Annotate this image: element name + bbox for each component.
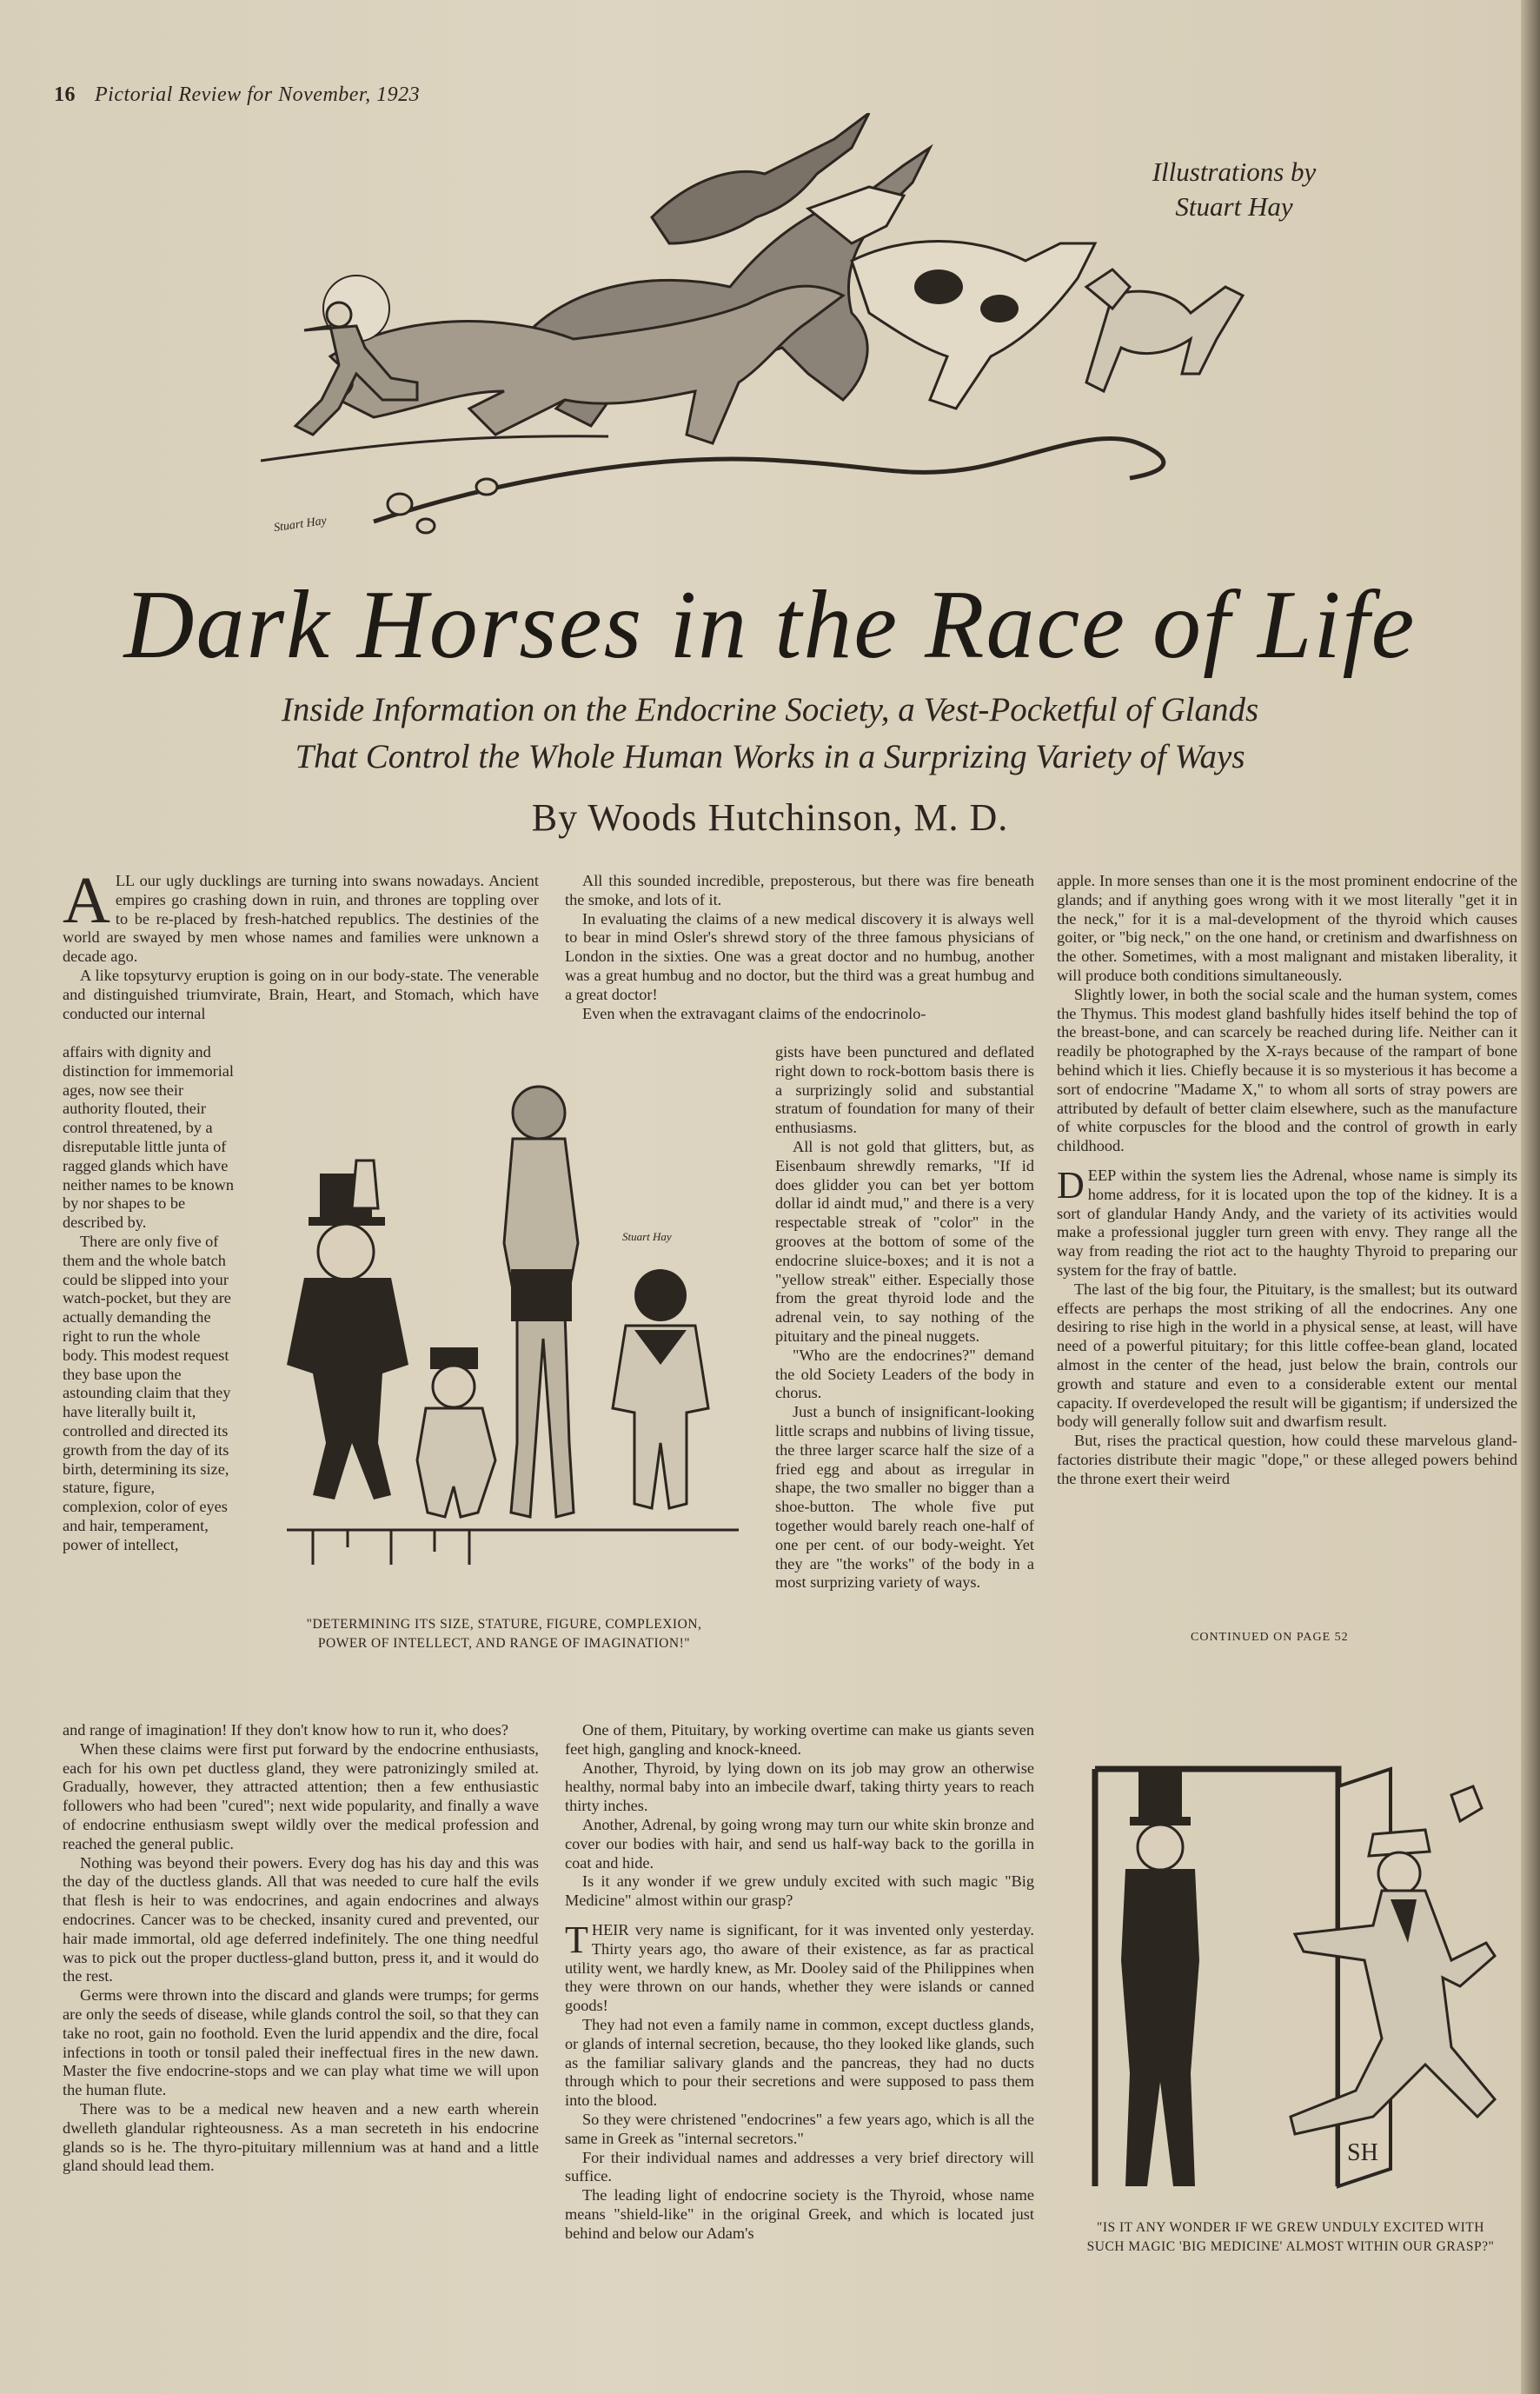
- page-header: [54, 83, 420, 107]
- col2-p12: They had not even a family name in common, except ductless glands, or glands of internal secretion, because, tho they looked like glands, such as the familiar salivary glands and the pancreas, they had no ducts through which to pour their secretions and were supposed to pass them into the blood.: [565, 2015, 1034, 2110]
- svg-text:SH: SH: [1347, 2139, 1378, 2166]
- top-hat-man: [287, 1278, 408, 1500]
- col2-p7: One of them, Pituitary, by working overtime can make us giants seven feet high, gangling and knock-kneed.: [565, 1721, 1034, 1758]
- ground-hatching: [287, 1530, 739, 1565]
- col1-p6: Germs were thrown into the discard and glands were trumps; for germs are only the seeds of disease, while glands control the soil, so that they can take no root, gain no foothold. Even the lurid appendix and the dire, focal infections in tooth or tonsil paled their ineffectual fires in the new dawn. Master the five endocrine-stops and we can play what time we will upon the human flute.: [63, 1986, 539, 2099]
- col1-p5: Nothing was beyond their powers. Every dog has his day and this was the day of the ductless glands. All that was needed to cure half the evils that flesh is heir to was endocrines, and again endocrines and always endocrines. Cancer was to be checked, insanity cured and prevented, our hair made immortal, old age deferred indefinitely. The one thing needful was to pick out the proper ductless-gland button, press it, and it would do the rest.: [63, 1853, 539, 1985]
- credit-line-1: Illustrations by: [1152, 156, 1317, 187]
- dwarf-figure: [417, 1408, 495, 1517]
- col1-p1: ALL our ugly ducklings are turning into swans nowadays. Ancient empires go crashing down in ruin, and thrones are toppling over to be re-placed by fresh-hatched republics. The destinies of the world are swayed by men whose names and families were unknown a decade ago.: [63, 864, 539, 966]
- doorway-man: [1121, 1869, 1199, 2186]
- col2-p5: "Who are the endocrines?" demand the old Society Leaders of the body in chorus.: [775, 1346, 1034, 1402]
- col2-p13: So they were christened "endocrines" a few years ago, which is all the same in Greek as "internal secretors.": [565, 2110, 1034, 2147]
- endocrine-figures-illustration: [252, 1078, 756, 1617]
- drop-cap-t: T: [565, 1918, 588, 1961]
- giant-figure: [504, 1139, 578, 1517]
- column-3: [1057, 872, 1517, 1489]
- credit-line-2: Stuart Hay: [1175, 191, 1293, 222]
- page-edge-shadow: [1521, 0, 1540, 2394]
- publication-line: Pictorial Review for November, 1923: [95, 83, 421, 106]
- col1-p2b: affairs with dignity and distinction for immemorial ages, now see their authority flouted, their control threatened, by a disreputable little junta of ragged glands which have neither names to be known by nor shapes to be described by.: [63, 1043, 234, 1232]
- column-2: [565, 872, 1034, 1023]
- leaping-man: [1291, 1891, 1495, 2134]
- caption-door: "IS IT ANY WONDER IF WE GREW UNDULY EXCITED WITH SUCH MAGIC 'BIG MEDICINE' ALMOST WITHIN OUR GRASP?": [1086, 2220, 1495, 2254]
- col3-p1: apple. In more senses than one it is the most prominent endocrine of the glands; and if anything goes wrong with it we most literally "get it in the neck," for it is a mal-development of the thyroid which causes goiter, or "big neck," on the one hand, or cretinism and dwarfishness on the other. Sometimes, with a most malignant and mistaken liberality, it will produce both conditions simultaneously.: [1057, 872, 1517, 984]
- col1-p7: There was to be a medical new heaven and a new earth wherein dwelleth glandular righteousness. As a man secreteth in his endocrine glands so is he. The thyro-pituitary millennium was at hand and a little gland should lead them.: [63, 2099, 539, 2175]
- col1-p3: There are only five of them and the whole batch could be slipped into your watch-pocket, but they are actually demanding the right to run the whole body. This modest request they base upon the astounding claim that they have literally built it, controlled and directed its growth from the day of its birth, determining its size, stature, figure, complexion, color of eyes and hair, temperament, power of intellect,: [63, 1232, 231, 1553]
- column-2-narrow: [775, 1043, 1034, 1593]
- col2-p3b: gists have been punctured and deflated right down to rock-bottom basis there is a surprizingly solid and substantial stratum of foundation for many of their enthusiasms.: [775, 1043, 1034, 1137]
- col3-p4: The last of the big four, the Pituitary, is the smallest; but its outward effects are perhaps the most striking of all the endocrines. Any one desiring to rise high in the world in a physical sense, at least, will have need of a powerful pituitary; for this little coffee-bean gland, located almost in the center of the head, just below the brain, controls our growth and stature and even to a considerable extent our mental capacity. If overdeveloped the result will be gigantism; if undersized the body will generally follow suit and dwarfism result.: [1057, 1280, 1517, 1431]
- col2-p10: Is it any wonder if we grew unduly excited with such magic "Big Medicine" almost within our grasp?: [565, 1872, 1034, 1910]
- bottle: [352, 1160, 378, 1208]
- col2-p4: All is not gold that glitters, but, as Eisenbaum shrewdly remarks, "If id does glidder you can bet yer bottom dollar id aindt mud," and there is a very respectable streak of "color" in the grooves at the bottom of some of the endocrine sluice-boxes; and it is not a "yellow streak" either. Especially those from the great thyroid lode and the adrenal vein, to say nothing of the pituitary and the pineal nuggets.: [775, 1137, 1034, 1345]
- col2-p3: Even when the extravagant claims of the endocrinolo-: [582, 1004, 926, 1022]
- article-title: Dark Horses in the Race of Life: [123, 571, 1417, 679]
- col1-p4: When these claims were first put forward by the endocrine enthusiasts, each for his own pet ductless gland, they were patronizingly smiled at. Gradually, however, they attracted attention; then a few enthusiastic followers who had been "cured"; next wide popularity, and finally a wave of endocrine enthusiasm swept wildly over the medical profession and reached the general public.: [63, 1739, 539, 1852]
- subtitle-line-2: That Control the Whole Human Works in a Surprizing Variety of Ways: [295, 738, 1245, 775]
- col3-p2: Slightly lower, in both the social scale and the human system, comes the Thymus. This modest gland bashfully hides itself behind the top of the breast-bone, and can scarcely be reached during life. Neither can it readily be photographed by the X-rays because of the rampart of bone behind which it lies. Chiefly because it is so mysterious it has become a sort of endocrine "Madame X," to whom all sorts of stray powers are attributed by default of better claim elsewhere, such as the manufacture of white corpuscles for the blood and the control of growth in early childhood.: [1057, 985, 1517, 1155]
- column-1: [63, 864, 539, 1023]
- col1-p2: A like topsyturvy eruption is going on in our body-state. The venerable and distinguished triumvirate, Brain, Heart, and Stomach, which have conducted our internal: [63, 966, 539, 1022]
- horse-race-illustration: [243, 113, 1373, 565]
- article-subtitle: [130, 687, 1410, 781]
- column-1-narrow: [63, 1043, 236, 1555]
- col2-p14: For their individual names and addresses a very brief directory will suffice.: [565, 2148, 1034, 2185]
- col2-p1: All this sounded incredible, preposterous, but there was fire beneath the smoke, and lots of it.: [565, 872, 1034, 908]
- ground-line-left: [261, 436, 608, 461]
- artist-signature-figures: Stuart Hay: [622, 1230, 672, 1243]
- byline: By Woods Hutchinson, M. D.: [531, 796, 1009, 839]
- drop-cap-d: D: [1057, 1163, 1085, 1207]
- column-1-lower: [63, 1721, 539, 2176]
- col2-p2: In evaluating the claims of a new medical discovery it is always well to bear in mind Osler's shrewd story of the three famous physicians of London in the sixties. One was a great doctor and no humbug, another was a great humbug and no doctor, but the third was a great humbug and a great doctor!: [565, 909, 1034, 1003]
- col2-p15: The leading light of endocrine society is the Thyroid, whose name means "shield-like" in the original Greek, and which is located just behind and below our Adam's: [565, 2186, 1034, 2242]
- artist-signature-header: Stuart Hay: [273, 514, 328, 535]
- caption-figures: "DETERMINING ITS SIZE, STATURE, FIGURE, COMPLEXION, POWER OF INTELLECT, AND RANGE OF IMAGINATION!": [306, 1617, 702, 1651]
- spotted-horse: [852, 242, 1095, 409]
- col3-p5: But, rises the practical question, how could these marvelous gland-factories distribute their magic "dope," or these alleged powers behind the throne exert their weird: [1057, 1432, 1517, 1487]
- raised-hand: [1451, 1786, 1482, 1821]
- col2-p8: Another, Thyroid, by lying down on its job may grow an otherwise healthy, normal baby into an imbecile dwarf, taking thirty years to reach thirty inches.: [565, 1759, 1034, 1815]
- subtitle-line-1: Inside Information on the Endocrine Society, a Vest-Pocketful of Glands: [281, 691, 1259, 728]
- col2-p6: Just a bunch of insignificant-looking little scraps and nubbins of living tissue, the three larger scarce half the size of a fried egg and about as irregular in shape, the two smaller no bigger than a shoe-button. The whole five put together would barely reach one-half of one per cent. of our body-weight. Yet they are "the works" of the body in a most surprizing variety of ways.: [775, 1403, 1034, 1592]
- col1-p3b: and range of imagination! If they don't know how to run it, who does?: [63, 1721, 509, 1739]
- col2-p9: Another, Adrenal, by going wrong may turn our white skin bronze and cover our bodies with hair, and send us half-way back to the gorilla in coat and hide.: [565, 1815, 1034, 1872]
- col3-p3: DEEP within the system lies the Adrenal, whose name is simply its home address, for it is located upon the top of the kidney. It is a sort of glandular Handy Andy, and the variety of its activities would make a professional juggler turn green with envy. They range all the way from reading the riot act to the haughty Thyroid to preparing our system for the fray of battle.: [1057, 1163, 1517, 1279]
- drop-cap-a: A: [63, 864, 110, 937]
- door-illustration: [1078, 1699, 1512, 2212]
- column-2-lower: [565, 1721, 1034, 2244]
- continued-line: CONTINUED ON PAGE 52: [1191, 1631, 1349, 1644]
- col2-p11: THEIR very name is significant, for it was invented only yesterday. Thirty years ago, tho aware of their existence, as far as practical utility went, we hardly knew, as Mr. Dooley said of the Philippines when they were thrown on our hands, whether they were islands or canned goods!: [565, 1918, 1034, 2015]
- page-number: 16: [54, 83, 76, 106]
